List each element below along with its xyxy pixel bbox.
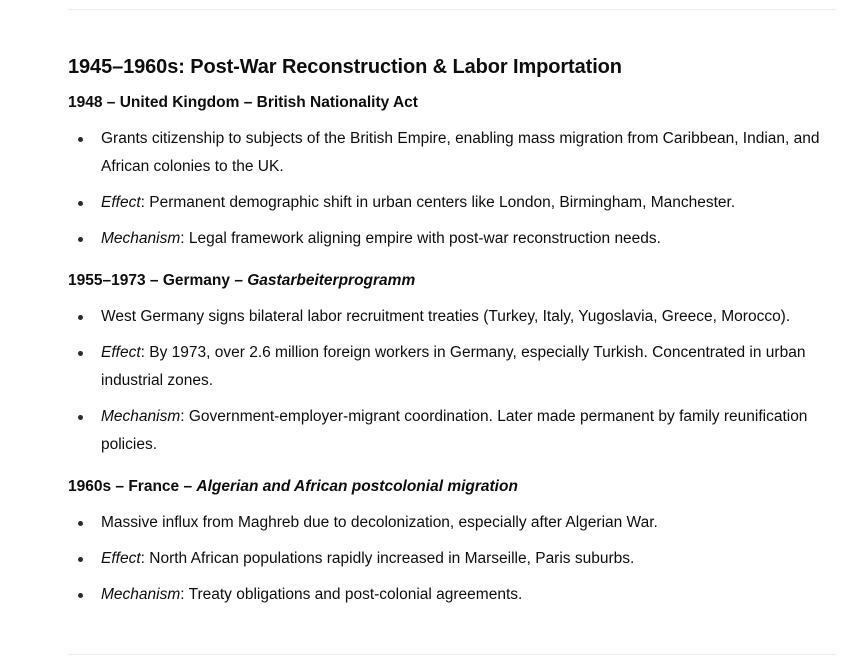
list-item: Effect: Permanent demographic shift in urban centers like London, Birmingham, Manchester. <box>68 189 843 217</box>
bottom-divider <box>68 654 836 655</box>
list-item: Mechanism: Legal framework aligning empire with post-war reconstruction needs. <box>68 225 843 253</box>
bullet-list <box>68 125 843 253</box>
subsection-uk <box>68 91 843 253</box>
section-heading: 1945–1960s: Post-War Reconstruction & Labor Importation <box>68 56 622 78</box>
subsection-title: 1955–1973 – Germany – Gastarbeiterprogramm <box>68 272 416 289</box>
bullet-list <box>68 509 843 609</box>
subsection-title: 1948 – United Kingdom – British Nationality Act <box>68 94 418 111</box>
list-item: Mechanism: Government-employer-migrant coordination. Later made permanent by family reunification policies. <box>68 403 843 459</box>
bullet-list <box>68 303 843 459</box>
article-content <box>68 52 843 609</box>
top-divider <box>68 9 836 10</box>
list-item: West Germany signs bilateral labor recruitment treaties (Turkey, Italy, Yugoslavia, Greece, Morocco). <box>68 303 843 331</box>
list-item: Effect: By 1973, over 2.6 million foreign workers in Germany, especially Turkish. Concentrated in urban industrial zones. <box>68 339 843 395</box>
subsection-title: 1960s – France – Algerian and African postcolonial migration <box>68 478 518 495</box>
list-item: Massive influx from Maghreb due to decolonization, especially after Algerian War. <box>68 509 843 537</box>
list-item: Mechanism: Treaty obligations and post-colonial agreements. <box>68 581 843 609</box>
subsection-france <box>68 475 843 609</box>
list-item: Effect: North African populations rapidly increased in Marseille, Paris suburbs. <box>68 545 843 573</box>
list-item: Grants citizenship to subjects of the British Empire, enabling mass migration from Caribbean, Indian, and African colonies to the UK. <box>68 125 843 181</box>
subsection-germany <box>68 269 843 459</box>
